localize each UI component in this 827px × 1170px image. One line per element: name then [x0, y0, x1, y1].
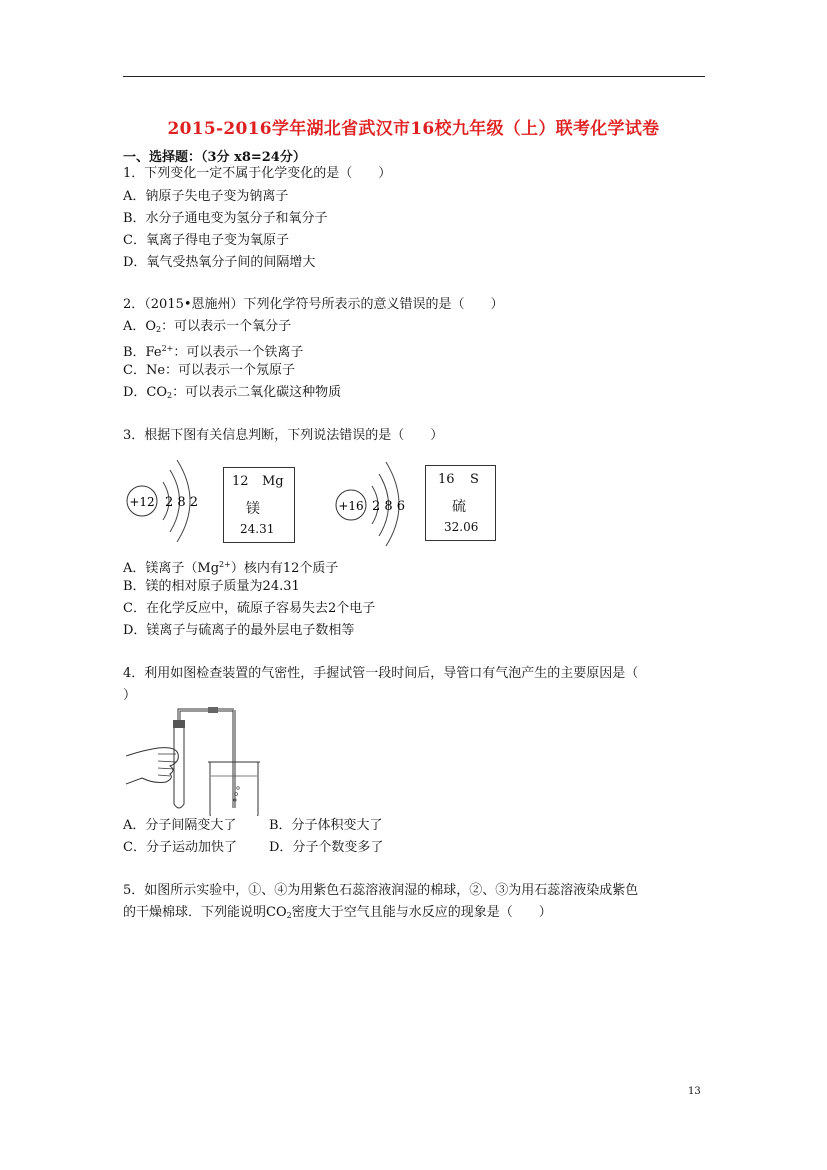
q3-option-a: A．镁离子$(Mg^{2+})$核内有12个质子: [123, 560, 339, 576]
q4-option-a: A．分子间隔变大了: [123, 818, 237, 833]
q3-stem: 3．根据下图有关信息判断，下列说法错误的是（ ）: [123, 428, 444, 443]
s-symbol: S: [470, 472, 479, 487]
s-name: 硫: [452, 499, 466, 515]
q2-option-b: B．$Fe^{2+}$：可以表示一个铁离子: [123, 344, 304, 360]
section-heading: 一、选择题：（3分 x8=24分）: [123, 150, 306, 165]
page-number: 13: [688, 1086, 701, 1097]
q4-stem-line2: ）: [123, 688, 137, 703]
q1-option-a: A．钠原子失电子变为钠离子: [123, 189, 289, 204]
exam-title: 2015-2016学年湖北省武汉市16校九年级（上）联考化学试卷: [167, 119, 660, 139]
header-rule: [123, 76, 705, 77]
q2-option-c: C．Ne：可以表示一个氖原子: [123, 363, 296, 378]
mg-symbol: Mg: [262, 474, 284, 489]
mg-atomic-mass: 24.31: [240, 522, 275, 536]
s-atom-structure-diagram: [332, 452, 422, 548]
q5-stem-line1: 5．如图所示实验中，①、④为用紫色石蕊溶液润湿的棉球，②、③为用石蕊溶液染成紫色: [123, 883, 639, 898]
mg-atomic-number: 12: [232, 474, 249, 489]
q4-options-row2: [123, 839, 384, 857]
mg-nucleus-label: +12: [129, 495, 155, 509]
q4-option-b: B．分子体积变大了: [269, 818, 383, 833]
mg-atom-structure-diagram: [123, 452, 213, 548]
s-atomic-number: 16: [438, 472, 455, 487]
s-electron-shells: 2 8 6: [372, 499, 406, 514]
mg-electron-shells: 2 8 2: [165, 495, 199, 510]
q1-stem: 1．下列变化一定不属于化学变化的是（ ）: [123, 166, 392, 181]
mg-element-card: [223, 467, 295, 543]
q1-option-c: C．氧离子得电子变为氧原子: [123, 233, 289, 248]
q2-option-d: D．$CO_2$：可以表示二氧化碳这种物质: [123, 385, 342, 400]
airtightness-apparatus-diagram: [124, 704, 264, 816]
q3-option-c: C．在化学反应中，硫原子容易失去2个电子: [123, 601, 376, 616]
s-element-card: [425, 465, 496, 541]
q2-stem: 2．（2015•恩施州）下列化学符号所表示的意义错误的是（ ）: [123, 297, 504, 312]
q5-stem-line2: 的干燥棉球．下列能说明$CO_2$密度大于空气且能与水反应的现象是（ ）: [123, 905, 552, 920]
s-nucleus-label: +16: [338, 499, 364, 513]
q1-option-b: B．水分子通电变为氢分子和氧分子: [123, 211, 328, 226]
mg-name: 镁: [246, 501, 260, 517]
q4-option-d: D．分子个数变多了: [269, 840, 384, 855]
q1-option-d: D．氧气受热氧分子间的间隔增大: [123, 255, 316, 270]
q3-option-b: B．镁的相对原子质量为24.31: [123, 579, 300, 594]
q3-option-d: D．镁离子与硫离子的最外层电子数相等: [123, 623, 355, 638]
q2-option-a: A．$O_2$：可以表示一个氧分子: [123, 319, 292, 334]
q4-option-c: C．分子运动加快了: [123, 840, 237, 855]
q4-options-row1: [123, 817, 383, 835]
s-atomic-mass: 32.06: [444, 520, 479, 534]
q4-stem-line1: 4．利用如图检查装置的气密性，手握试管一段时间后，导管口有气泡产生的主要原因是（: [123, 666, 639, 681]
